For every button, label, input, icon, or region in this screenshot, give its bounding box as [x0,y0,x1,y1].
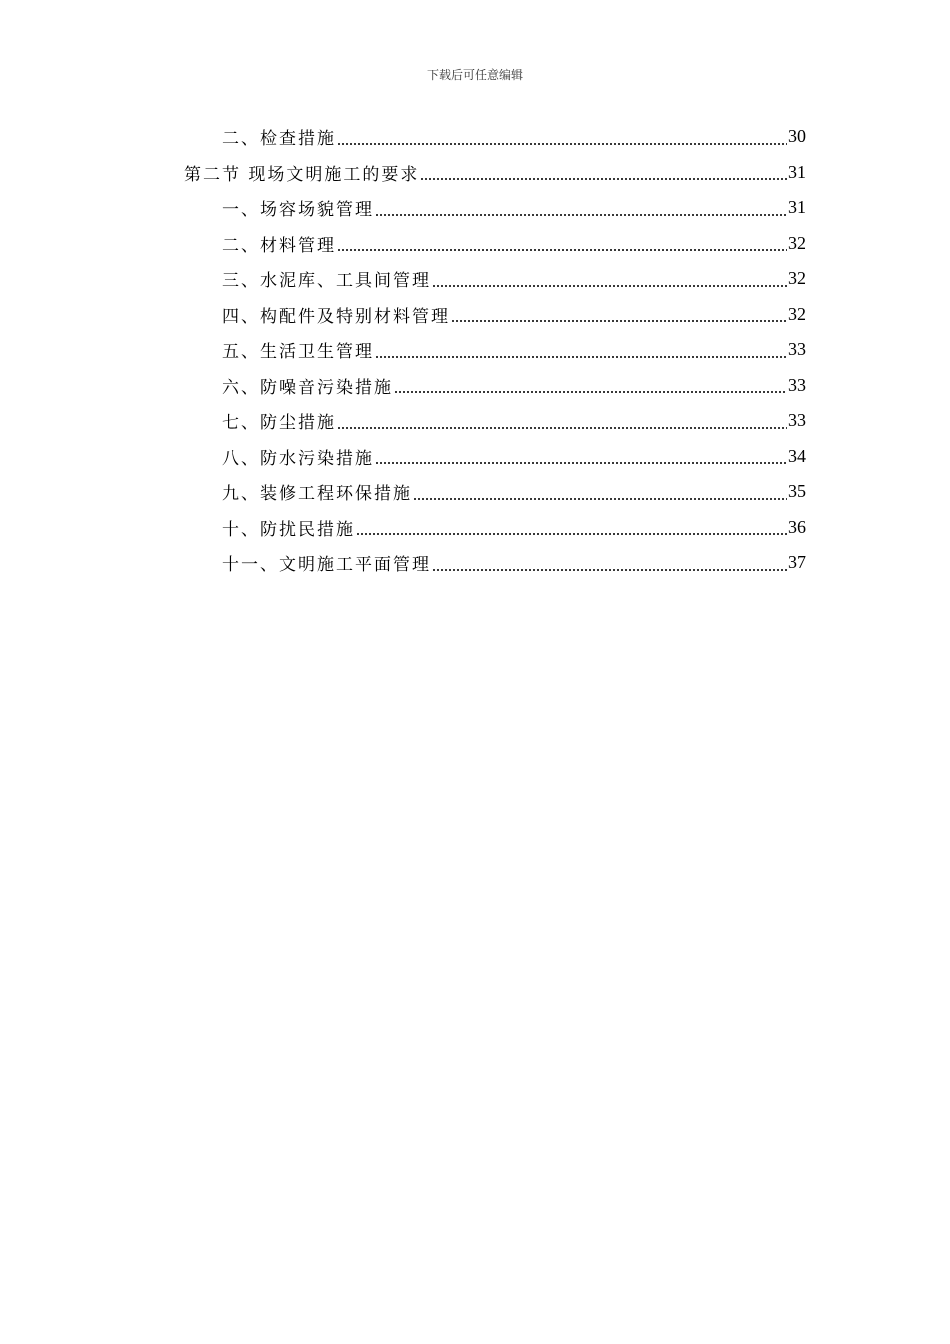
toc-entry-page: 31 [788,161,806,182]
toc-dot-leader [337,411,787,431]
toc-dot-leader [420,162,787,182]
toc-entry[interactable] [222,545,806,580]
toc-dot-leader [394,375,787,395]
toc-entry-page: 32 [788,268,806,288]
toc-dot-leader [432,553,787,573]
toc-dot-leader [337,127,787,147]
toc-entry-title: 六、防噪音污染措施 [222,377,393,398]
toc-entry-page: 36 [788,516,806,537]
toc-entry-page: 31 [788,197,806,217]
toc-entry-page: 35 [788,481,806,501]
toc-dot-leader [413,482,787,502]
toc-entry-page: 33 [788,339,806,359]
toc-entry[interactable] [222,119,806,154]
toc-entry-page: 37 [788,552,806,572]
toc-entry[interactable] [222,261,806,296]
toc-entry[interactable] [222,332,806,367]
toc-entry-title: 三、水泥库、工具间管理 [222,271,431,291]
toc-entry[interactable] [222,474,806,509]
toc-dot-leader [356,517,787,537]
toc-dot-leader [375,198,787,218]
header-note: 下载后可任意编辑 [426,68,523,82]
toc-entry-title: 四、构配件及特别材料管理 [222,306,450,327]
toc-entry-page: 33 [788,410,806,430]
toc-entry[interactable] [222,297,806,332]
toc-dot-leader [337,233,787,253]
toc-dot-leader [375,340,787,360]
toc-entry-title: 八、防水污染措施 [222,448,374,469]
toc-entry-page: 32 [788,232,806,253]
toc-entry[interactable] [222,403,806,438]
toc-entry-title: 第二节 现场文明施工的要求 [184,164,420,185]
toc-dot-leader [432,269,787,289]
toc-entry[interactable] [222,439,806,474]
toc-dot-leader [375,446,787,466]
toc-entry-title: 十一、文明施工平面管理 [222,555,431,575]
toc-entry-title: 二、检查措施 [222,129,336,149]
toc-entry[interactable] [222,510,806,545]
toc-entry-title: 二、材料管理 [222,235,336,256]
toc-entry[interactable] [222,368,806,403]
toc-dot-leader [451,304,787,324]
toc-entry-title: 九、装修工程环保措施 [222,484,412,504]
toc-entry[interactable] [222,190,806,225]
toc-entry[interactable] [222,226,806,261]
toc-entry-title: 五、生活卫生管理 [222,342,374,362]
toc-entry-title: 十、防扰民措施 [222,519,355,540]
toc-entry-title: 七、防尘措施 [222,413,336,433]
toc-entry[interactable] [184,155,806,190]
toc-entry-page: 34 [788,445,806,466]
toc-entry-page: 30 [788,126,806,146]
toc-entry-page: 33 [788,374,806,395]
toc-entry-title: 一、场容场貌管理 [222,200,374,220]
toc-entry-page: 32 [788,303,806,324]
